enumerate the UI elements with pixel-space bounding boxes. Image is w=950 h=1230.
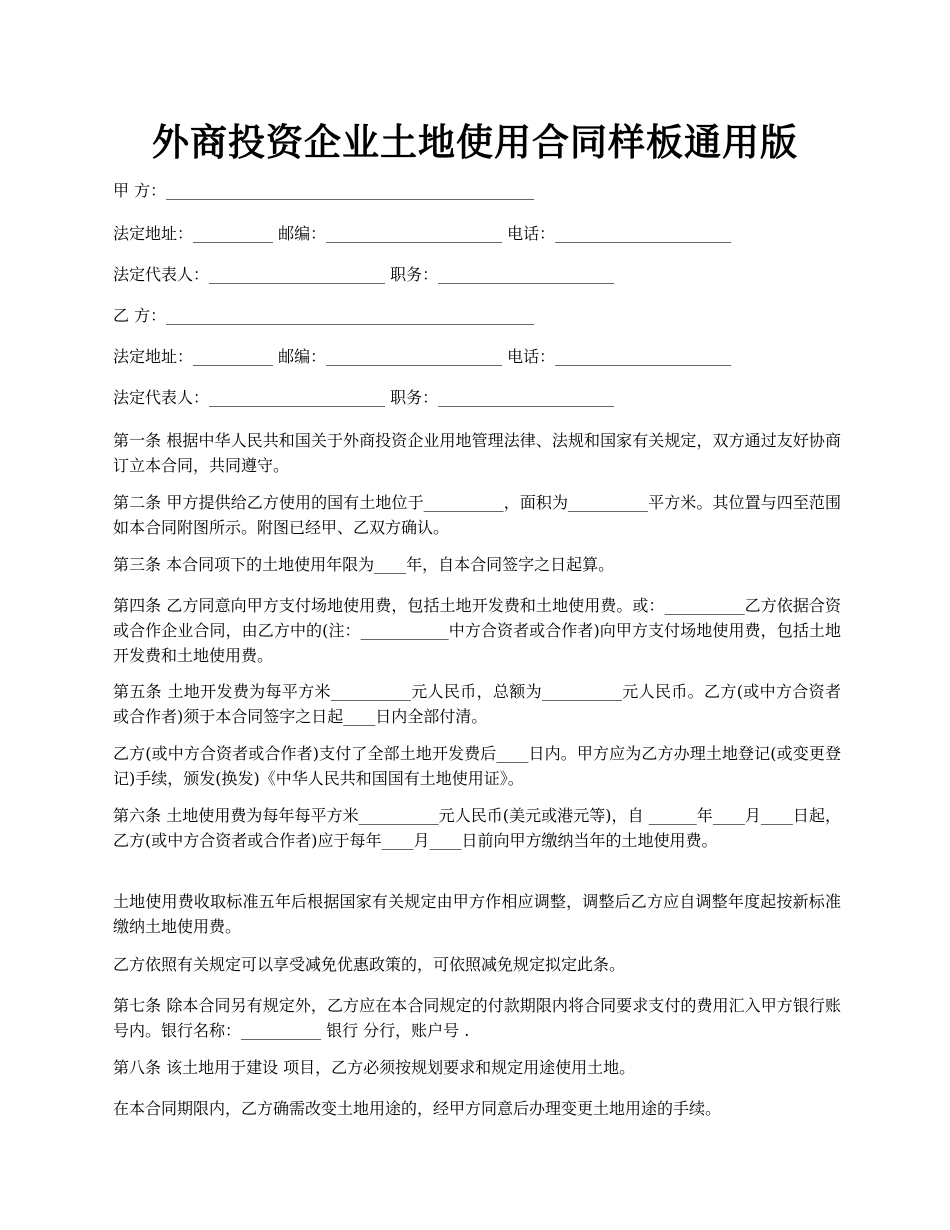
article-1: 第一条 根据中华人民共和国关于外商投资企业用地管理法律、法规和国家有关规定，双方通过友好协商订立本合同，共同遵守。 [113, 431, 841, 475]
article-6-exemption: 乙方依照有关规定可以享受减免优惠政策的，可依照减免规定拟定此条。 [113, 955, 626, 974]
document-title: 外商投资企业土地使用合同样板通用版 [152, 120, 798, 164]
article-7: 第七条 除本合同另有规定外，乙方应在本合同规定的付款期限内将合同要求支付的费用汇入甲方银行账号内。银行名称：__________ 银行 分行，账户号 . [113, 996, 841, 1040]
party-b-representative-line: 法定代表人：______________________ 职务：______________________ [113, 388, 615, 407]
article-5-supplement: 乙方(或中方合资者或合作者)支付了全部土地开发费后____日内。甲方应为乙方办理土地登记(或变更登记)手续，颁发(换发)《中华人民共和国国有土地使用证》。 [113, 744, 841, 788]
article-8: 第八条 该土地用于建设 项目，乙方必须按规划要求和规定用途使用土地。 [113, 1058, 636, 1077]
article-2: 第二条 甲方提供给乙方使用的国有土地位于__________，面积为__________平方米。其位置与四至范围如本合同附图所示。附图已经甲、乙双方确认。 [113, 493, 841, 537]
article-5: 第五条 土地开发费为每平方米__________元人民币，总额为__________元人民币。乙方(或中方合资者或合作者)须于本合同签字之日起____日内全部付清。 [113, 682, 841, 726]
party-b-address-line: 法定地址：__________ 邮编：______________________ 电话：______________________ [113, 347, 732, 366]
article-3: 第三条 本合同项下的土地使用年限为____年，自本合同签字之日起算。 [113, 555, 615, 574]
article-6-adjustment: 土地使用费收取标准五年后根据国家有关规定由甲方作相应调整，调整后乙方应自调整年度起按新标准缴纳土地使用费。 [113, 892, 841, 936]
party-a-address-line: 法定地址：__________ 邮编：______________________ 电话：______________________ [113, 224, 732, 243]
party-a-representative-line: 法定代表人：______________________ 职务：______________________ [113, 265, 615, 284]
party-b-name-line: 乙 方：______________________________________________ [113, 306, 535, 325]
article-8-land-use-change: 在本合同期限内，乙方确需改变土地用途的，经甲方同意后办理变更土地用途的手续。 [113, 1099, 722, 1118]
article-6: 第六条 土地使用费为每年每平方米__________元人民币(美元或港元等)，自 ______年____月____日起，乙方(或中方合资者或合作者)应于每年____月____日前向甲方缴纳当年的土地使用费。 [113, 806, 841, 850]
party-a-name-line: 甲 方：______________________________________________ [113, 181, 535, 200]
article-4: 第四条 乙方同意向甲方支付场地使用费，包括土地开发费和土地使用费。或：__________乙方依据合资或合作企业合同，由乙方中的(注：___________中方合资者或合作者)向甲方支付场地使用费，包括土地开发费和土地使用费。 [113, 596, 841, 665]
